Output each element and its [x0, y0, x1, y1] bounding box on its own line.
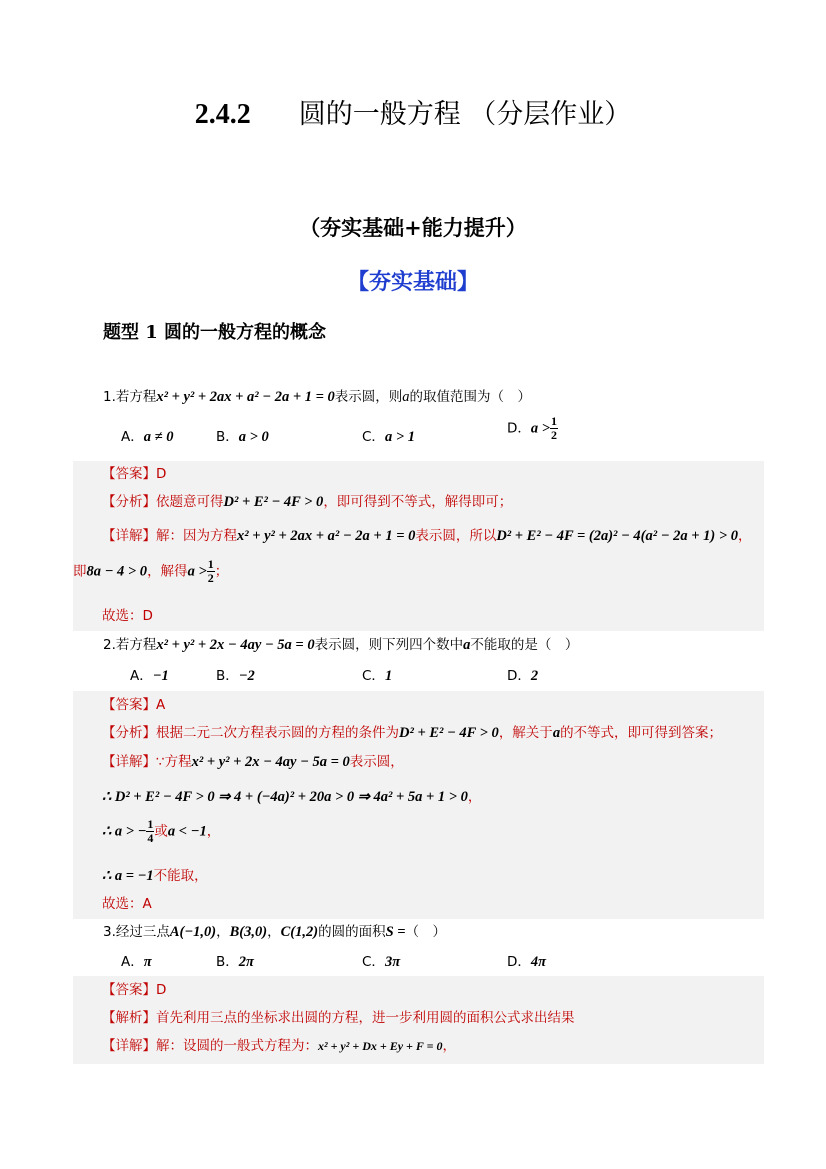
analysis-expr: D² + E² − 4F > 0	[399, 725, 499, 741]
q2-detail-line3	[102, 818, 220, 845]
question-type-heading: 题型 1 圆的一般方程的概念	[103, 322, 327, 343]
q3-option-a	[121, 950, 152, 971]
detail-text: 即	[73, 563, 87, 580]
detail-expr: ∴ D² + E² − 4F > 0 ⇒ 4 + (−4a)² + 20a > 0 ⇒ 4a² + 5a + 1 > 0	[102, 789, 468, 805]
answer-label: 【答案】	[102, 697, 156, 713]
q1-analysis	[102, 490, 512, 511]
q1-answer	[102, 462, 166, 482]
q2-detail	[102, 750, 404, 771]
analysis-text: 的不等式，即可得到答案；	[560, 725, 723, 741]
q2-detail-line2	[102, 785, 481, 806]
q3-analysis	[102, 1006, 575, 1026]
question-3	[103, 920, 446, 941]
answer-label: 【答案】	[102, 466, 156, 482]
analysis-text: 根据二元二次方程表示圆的方程的条件为	[156, 725, 399, 741]
detail-text: 解：因为方程	[156, 528, 237, 544]
q2-var: a	[463, 637, 471, 653]
option-value: −2	[238, 668, 255, 684]
fraction-denominator: 4	[147, 831, 154, 845]
analysis-text: ，即可得到不等式，解得即可；	[323, 494, 513, 510]
detail-equation: x² + y² + Dx + Ey + F = 0	[318, 1039, 443, 1053]
q1-answer-box	[73, 461, 764, 631]
analysis-var: a	[552, 725, 561, 741]
detail-text: ，	[467, 789, 482, 805]
analysis-label: 【分析】	[102, 494, 156, 510]
fraction-numerator: 1	[147, 817, 154, 831]
q2-prefix: 2.若方程	[103, 637, 157, 653]
fraction-denominator: 2	[207, 571, 214, 585]
q3-paren: （ ）	[405, 924, 447, 940]
section-number: 2.4.2	[194, 99, 251, 130]
detail-expr: a >	[187, 563, 207, 580]
option-value: a ≠ 0	[143, 429, 174, 445]
q2-option-b	[216, 664, 255, 685]
option-label: A．	[130, 668, 153, 684]
q3-answer	[102, 978, 166, 998]
option-value: π	[143, 954, 152, 970]
option-value: 2π	[238, 954, 254, 970]
q1-choose: 故选：D	[102, 608, 153, 624]
detail-expr: D² + E² − 4F = (2a)² − 4(a² − 2a + 1) > 0	[496, 528, 738, 544]
analysis-text: ，解关于	[498, 725, 553, 741]
detail-text: 解：设圆的一般式方程为：	[156, 1038, 318, 1054]
analysis-expr: D² + E² − 4F > 0	[223, 494, 324, 510]
q2-choose: 故选：A	[102, 896, 152, 912]
detail-equation: x² + y² + 2x − 4ay − 5a = 0	[191, 754, 350, 770]
q3-detail	[102, 1034, 456, 1054]
option-value: a >	[530, 420, 551, 437]
q2-answer	[102, 693, 165, 713]
analysis-text: 依题意可得	[156, 494, 224, 510]
option-label: D．	[507, 668, 531, 684]
option-label: D．	[507, 420, 531, 437]
option-value: −1	[152, 668, 169, 684]
analysis-label: 【分析】	[102, 725, 156, 741]
fraction-numerator: 1	[551, 414, 558, 428]
q2-option-d	[507, 664, 538, 685]
q2-analysis	[102, 721, 722, 742]
q2-equation: x² + y² + 2x − 4ay − 5a = 0	[156, 637, 315, 653]
analysis-label: 【解析】	[102, 1010, 156, 1026]
q1-detail-line2	[73, 558, 228, 585]
question-1	[103, 385, 531, 406]
detail-text: 表示圆，所以	[415, 528, 497, 544]
fraction-numerator: 1	[207, 557, 214, 571]
analysis-text: 首先利用三点的坐标求出圆的方程，进一步利用圆的面积公式求出结果	[156, 1010, 575, 1026]
q2-option-a	[130, 664, 169, 685]
subtitle: （夯实基础+能力提升）	[299, 215, 527, 240]
q1-var: a	[402, 389, 410, 405]
q1-option-a	[121, 425, 173, 446]
page-title	[0, 92, 826, 131]
detail-text: ；	[214, 563, 229, 580]
option-label: D．	[507, 954, 531, 970]
q3-prefix: 3.经过三点	[103, 924, 170, 940]
detail-text: ，	[738, 528, 752, 544]
detail-expr: 8a − 4 > 0	[86, 563, 148, 580]
q3-option-c	[362, 950, 400, 971]
detail-label: 【详解】	[102, 1038, 156, 1054]
title-text: 圆的一般方程 （分层作业）	[298, 99, 632, 130]
q3-option-d	[507, 950, 546, 971]
q3-point-a: A(−1,0)	[169, 924, 217, 940]
detail-text: ，	[442, 1038, 456, 1054]
q3-suffix: 的圆的面积	[318, 924, 386, 940]
q1-suffix-b: 的取值范围为（ ）	[409, 389, 531, 405]
option-value: 2	[530, 668, 539, 684]
q1-option-d	[507, 415, 558, 442]
answer-label: 【答案】	[102, 982, 156, 998]
q1-equation: x² + y² + 2ax + a² − 2a + 1 = 0	[156, 389, 335, 405]
q3-separator: ，	[216, 924, 230, 940]
q3-s-expr: S =	[385, 924, 406, 940]
q1-suffix-a: 表示圆，则	[334, 389, 403, 405]
option-label: A．	[121, 954, 144, 970]
q1-detail	[102, 524, 752, 545]
detail-text: 不能取，	[153, 868, 208, 884]
fraction-denominator: 2	[551, 428, 558, 442]
detail-text: ，解得	[147, 563, 188, 580]
q1-option-b	[216, 425, 269, 446]
q2-suffix-b: 不能取的是（ ）	[470, 637, 579, 653]
detail-label: 【详解】	[102, 754, 156, 770]
detail-equation: x² + y² + 2ax + a² − 2a + 1 = 0	[237, 528, 416, 544]
option-value: a > 1	[384, 429, 415, 445]
option-value: 4π	[530, 954, 547, 970]
q2-suffix-a: 表示圆，则下列四个数中	[314, 637, 464, 653]
option-label: C．	[362, 429, 385, 445]
detail-expr: ∴ a = −1	[102, 868, 154, 884]
answer-value: D	[156, 466, 167, 482]
option-label: C．	[362, 668, 385, 684]
answer-value: A	[156, 697, 166, 713]
detail-expr: ∴ a > −	[102, 823, 147, 840]
q2-detail-line4	[102, 864, 208, 885]
detail-label: 【详解】	[102, 528, 156, 544]
detail-text: 表示圆，	[349, 754, 404, 770]
detail-text: ，	[206, 823, 221, 840]
detail-text: 或	[154, 823, 168, 840]
section-heading: 【夯实基础】	[346, 269, 479, 295]
option-label: A．	[121, 429, 144, 445]
answer-value: D	[156, 982, 167, 998]
option-label: B．	[216, 954, 239, 970]
detail-text: ∵方程	[156, 754, 192, 770]
fraction	[207, 558, 215, 585]
option-label: C．	[362, 954, 385, 970]
option-label: B．	[216, 429, 239, 445]
q1-option-c	[362, 425, 415, 446]
option-value: 3π	[384, 954, 401, 970]
q3-option-b	[216, 950, 254, 971]
option-value: 1	[384, 668, 393, 684]
question-2	[103, 633, 578, 654]
q1-prefix: 1.若方程	[103, 389, 157, 405]
q2-option-c	[362, 664, 392, 685]
q3-point-c: C(1,2)	[280, 924, 319, 940]
q3-point-b: B(3,0)	[229, 924, 268, 940]
q3-separator: ，	[267, 924, 281, 940]
option-label: B．	[216, 668, 239, 684]
fraction	[550, 415, 558, 442]
detail-expr: a < −1	[167, 823, 207, 840]
option-value: a > 0	[238, 429, 269, 445]
